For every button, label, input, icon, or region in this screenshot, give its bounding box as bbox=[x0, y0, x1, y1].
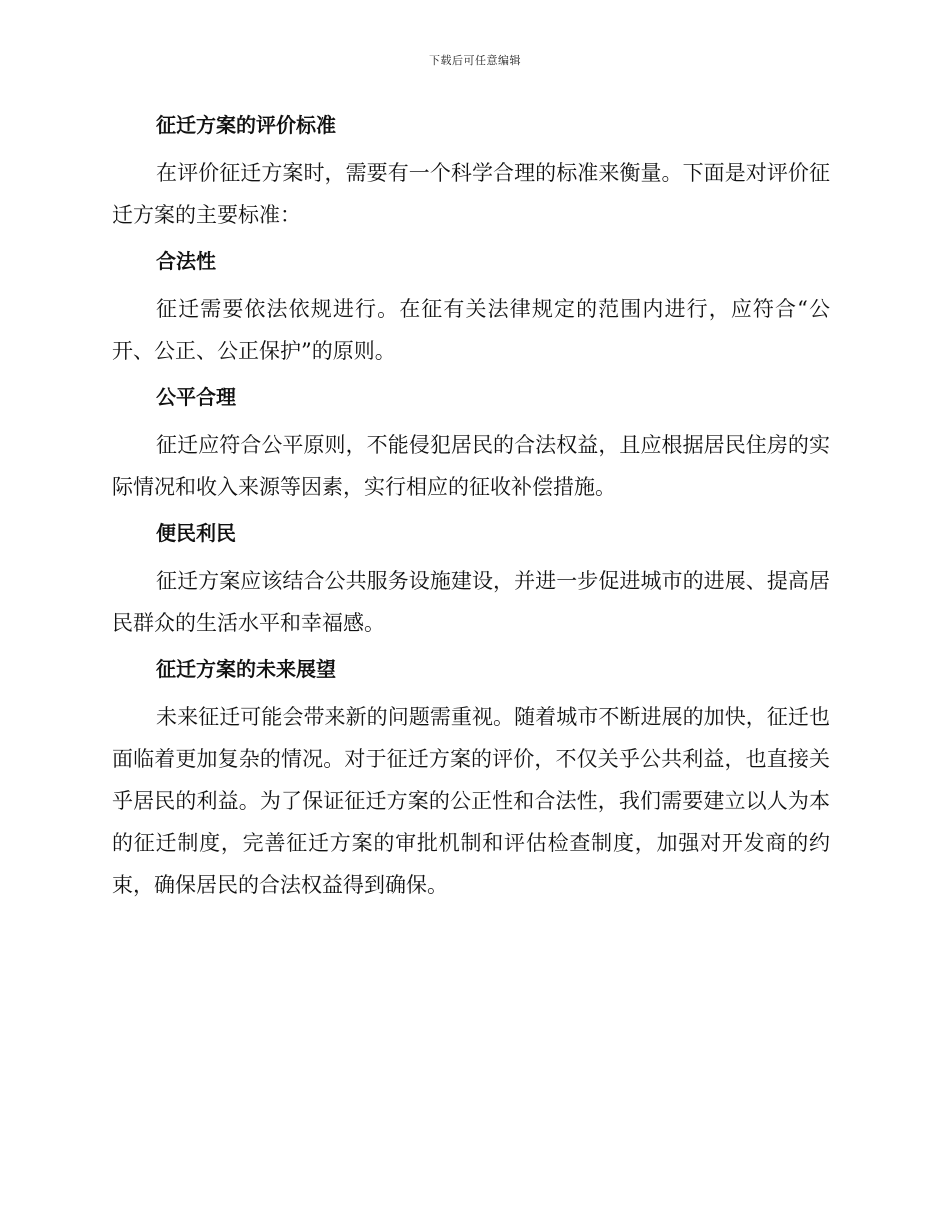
section-heading-fairness: 公平合理 bbox=[156, 385, 236, 409]
section-paragraph-evaluation-standards: 在评价征迁方案时，需要有一个科学合理的标准来衡量。下面是对评价征迁方案的主要标准： bbox=[112, 161, 830, 227]
section-paragraph-outlook: 未来征迁可能会带来新的问题需重视。随着城市不断进展的加快，征迁也面临着更加复杂的情况。对于征迁方案的评价，不仅关乎公共利益，也直接关乎居民的利益。为了保证征迁方案的公正性和合法性，我们需要建立以人为本的征迁制度，完善征迁方案的审批机制和评估检查制度，加强对开发商的约束，确保居民的合法权益得到确保。 bbox=[112, 705, 830, 897]
document-body bbox=[112, 110, 830, 906]
section-paragraph-convenience: 征迁方案应该结合公共服务设施建设，并进一步促进城市的进展、提高居民群众的生活水平和幸福感。 bbox=[112, 569, 830, 635]
header-note: 下载后可任意编辑 bbox=[429, 54, 521, 67]
section-heading-evaluation-standards: 征迁方案的评价标准 bbox=[156, 113, 336, 137]
section-heading-outlook: 征迁方案的未来展望 bbox=[156, 657, 336, 681]
section-paragraph-fairness: 征迁应符合公平原则，不能侵犯居民的合法权益，且应根据居民住房的实际情况和收入来源等因素，实行相应的征收补偿措施。 bbox=[112, 433, 830, 499]
section-heading-convenience: 便民利民 bbox=[156, 521, 236, 545]
section-paragraph-legality: 征迁需要依法依规进行。在征有关法律规定的范围内进行，应符合“公开、公正、公正保护”的原则。 bbox=[112, 297, 830, 363]
section-heading-legality: 合法性 bbox=[156, 249, 216, 273]
